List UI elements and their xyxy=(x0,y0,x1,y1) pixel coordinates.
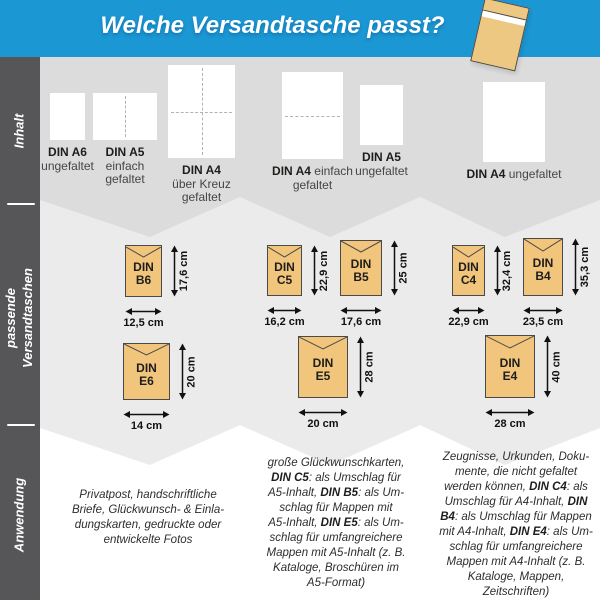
height-value: 22,9 cm xyxy=(318,250,330,291)
width-arrow xyxy=(485,405,535,416)
paper-din-a4-ber-kreuz-gefaltet xyxy=(168,65,235,158)
text-run: : als Umschlag für Mappen xyxy=(454,511,592,523)
text-line xyxy=(320,151,443,165)
text-line xyxy=(60,518,236,533)
width-arrow-glyph xyxy=(125,306,162,317)
bold-text-run: DIN A4 xyxy=(182,163,221,177)
sidebar-divider-dash xyxy=(7,424,35,426)
height-label xyxy=(396,240,412,296)
text-run: werden können, xyxy=(444,481,530,493)
envelope-name-line: DIN xyxy=(532,256,554,270)
bold-text-run: DIN xyxy=(567,496,588,508)
sidebar-label-line: Versandtaschen xyxy=(20,268,35,368)
application-text-3 xyxy=(428,450,600,600)
bold-text-run: DIN E5 xyxy=(320,517,358,529)
text-run: : als Um- xyxy=(357,517,404,529)
envelope-name xyxy=(533,257,554,283)
envelope-name-line: DIN xyxy=(312,356,334,370)
text-line xyxy=(60,503,236,518)
height-label xyxy=(549,335,565,398)
width-arrow xyxy=(267,303,302,314)
envelope-name-line: DIN xyxy=(136,360,157,375)
paper-din-a5-ungefaltet xyxy=(360,85,403,145)
text-line xyxy=(428,495,600,510)
fold-line-vertical xyxy=(125,96,126,137)
envelope-name-line: B4 xyxy=(535,269,551,283)
width-label: 20 cm xyxy=(307,418,339,430)
bold-text-run: DIN A4 xyxy=(272,164,311,178)
text-line xyxy=(260,486,412,501)
bold-text-run: DIN A4 xyxy=(466,167,506,181)
width-arrow-glyph xyxy=(523,305,563,316)
text-run: A5-Inhalt, xyxy=(267,487,321,499)
text-run: einfach xyxy=(105,158,145,173)
envelope-name-line: DIN xyxy=(499,355,521,370)
paper-din-a6-ungefaltet xyxy=(50,93,85,140)
text-run: Umschlag für A4-Inhalt, xyxy=(444,496,568,508)
text-run: über Kreuz xyxy=(172,176,231,191)
envelope-name-line: C4 xyxy=(460,272,477,287)
width-arrow-glyph xyxy=(485,407,535,418)
height-label xyxy=(577,238,593,296)
text-run: große Glückwunschkarten, xyxy=(267,457,405,469)
text-line xyxy=(428,585,600,600)
bold-text-run: DIN A5 xyxy=(362,150,401,164)
text-run: Kataloge, Broschüren im xyxy=(273,562,399,574)
bold-text-run: DIN A5 xyxy=(105,145,145,159)
envelope-name xyxy=(313,357,334,383)
width-arrow xyxy=(123,407,170,418)
width-label: 14 cm xyxy=(130,420,163,432)
height-value: 28 cm xyxy=(364,351,377,383)
envelope-din-e5 xyxy=(298,336,348,398)
envelope-din-e4 xyxy=(485,335,535,398)
text-line xyxy=(428,540,600,555)
fold-line-horizontal xyxy=(285,116,340,117)
text-run: mente, die nicht gefaltet xyxy=(454,466,578,478)
text-run: Zeugnisse, Urkunden, Doku- xyxy=(442,451,590,463)
text-line xyxy=(320,165,443,179)
width-arrow-glyph xyxy=(298,407,348,418)
text-line xyxy=(260,531,412,546)
height-value: 35,3 cm xyxy=(579,246,591,288)
text-line xyxy=(428,450,600,465)
sidebar-section-label xyxy=(12,114,29,149)
bold-text-run: DIN B5 xyxy=(320,487,359,499)
text-run: : als Um- xyxy=(546,526,593,538)
text-line xyxy=(428,510,600,525)
sidebar-label-line: Anwendung xyxy=(11,477,27,553)
text-run: Mappen mit A5-Inhalt (z. B. xyxy=(266,547,406,559)
text-run: : als Um- xyxy=(358,487,405,499)
text-run: Mappen mit A4-Inhalt (z. B. xyxy=(446,556,586,568)
envelope-name-line: B5 xyxy=(353,270,369,284)
text-run: Zeitschriften) xyxy=(482,586,550,598)
paper-din-a4-einfach-gefaltet xyxy=(282,72,343,159)
text-run: ungefaltet xyxy=(355,163,408,178)
text-run: A5-Inhalt, xyxy=(268,517,321,529)
text-run: ungefaltet xyxy=(41,158,94,173)
bold-text-run: B4 xyxy=(440,511,455,523)
paper-din-a4-ungefaltet xyxy=(483,82,545,162)
envelope-din-b4 xyxy=(523,238,563,296)
text-run: Kataloge, Mappen, xyxy=(467,571,565,583)
envelope-name-line: E5 xyxy=(315,369,331,383)
envelope-name xyxy=(500,357,521,383)
text-line xyxy=(60,533,236,548)
bold-text-run: DIN E4 xyxy=(509,526,547,538)
width-arrow xyxy=(452,303,485,314)
text-run: Privatpost, handschriftliche xyxy=(79,489,217,501)
width-label: 28 cm xyxy=(494,418,526,430)
text-line xyxy=(443,168,585,182)
envelope-din-b5 xyxy=(340,240,382,296)
text-line xyxy=(428,525,600,540)
text-line xyxy=(260,471,412,486)
bold-text-run: DIN C5 xyxy=(271,472,309,484)
envelope-name-line: DIN xyxy=(458,259,479,274)
width-arrow xyxy=(340,303,382,314)
envelope-name-line: E4 xyxy=(502,368,518,383)
text-run: : als xyxy=(566,481,588,493)
text-line xyxy=(260,516,412,531)
height-value: 17,6 cm xyxy=(178,250,190,292)
text-run: A5-Format) xyxy=(306,577,366,589)
text-line xyxy=(260,456,412,471)
envelope-name xyxy=(133,261,154,287)
height-value: 32,4 cm xyxy=(501,250,513,291)
height-label xyxy=(176,245,192,297)
width-label: 16,2 cm xyxy=(264,316,305,328)
text-line xyxy=(260,561,412,576)
envelope-name-line: E6 xyxy=(139,373,154,388)
envelope-name-line: C5 xyxy=(276,272,293,287)
sidebar-label-line: Inhalt xyxy=(11,113,27,149)
height-value: 25 cm xyxy=(398,252,411,284)
application-text-1 xyxy=(60,488,236,548)
sidebar-section-label xyxy=(3,268,37,368)
bold-text-run: DIN A6 xyxy=(48,145,87,159)
width-arrow xyxy=(523,303,563,314)
fold-line-horizontal xyxy=(171,112,232,113)
envelope-name-line: B6 xyxy=(135,273,152,287)
envelope-din-c4 xyxy=(452,245,485,296)
text-run: schlag für umfangreichere xyxy=(269,532,403,544)
envelope-name-line: DIN xyxy=(350,257,372,271)
width-arrow-glyph xyxy=(452,305,485,316)
width-label: 17,6 cm xyxy=(340,316,382,328)
height-value: 20 cm xyxy=(186,355,199,388)
width-arrow-glyph xyxy=(340,305,382,316)
height-label xyxy=(362,336,378,398)
paper-label xyxy=(443,168,585,182)
sidebar-divider-dash xyxy=(7,203,35,205)
height-value: 40 cm xyxy=(551,350,564,383)
envelope-icon-pocket xyxy=(471,16,524,70)
text-line xyxy=(260,576,412,591)
envelope-flap xyxy=(486,336,534,355)
width-arrow xyxy=(298,405,348,416)
text-line xyxy=(260,546,412,561)
text-run: ungefaltet xyxy=(505,167,562,181)
text-line xyxy=(128,191,275,205)
text-run: mit A4-Inhalt, xyxy=(439,526,510,538)
sidebar-section-label xyxy=(12,478,29,552)
envelope-name xyxy=(351,258,372,284)
page-title: Welche Versandtasche passt? xyxy=(100,12,445,39)
text-run: gefaltet xyxy=(105,172,145,186)
width-label: 12,5 cm xyxy=(123,317,164,329)
height-label xyxy=(316,245,332,296)
text-run: schlag für Mappen mit xyxy=(279,502,393,514)
width-arrow xyxy=(125,304,162,315)
envelope-name-line: DIN xyxy=(133,260,154,274)
text-run: entwickelte Fotos xyxy=(103,534,193,546)
text-run: gefaltet xyxy=(181,190,222,204)
text-run: schlag für umfangreichere xyxy=(449,541,583,553)
text-run: gefaltet xyxy=(292,177,333,192)
text-line xyxy=(428,570,600,585)
width-label: 22,9 cm xyxy=(448,316,489,328)
envelope-flap xyxy=(299,337,347,356)
text-run: einfach xyxy=(310,164,353,178)
envelope-name-line: DIN xyxy=(274,259,295,274)
application-text-2 xyxy=(260,456,412,591)
text-line xyxy=(260,501,412,516)
text-line xyxy=(428,480,600,495)
width-arrow-glyph xyxy=(123,409,170,420)
text-run: dungskarten, gedruckte oder xyxy=(74,519,222,531)
envelope-din-e6 xyxy=(123,343,170,400)
height-label xyxy=(499,245,515,296)
text-run: : als Umschlag für xyxy=(308,472,401,484)
envelope-din-b6 xyxy=(125,245,162,297)
envelope-name xyxy=(458,261,479,287)
width-arrow-glyph xyxy=(267,305,302,316)
envelope-din-c5 xyxy=(267,245,302,296)
paper-label xyxy=(320,151,443,178)
envelope-flap xyxy=(124,344,169,362)
width-label: 23,5 cm xyxy=(522,316,564,328)
height-label xyxy=(184,343,200,400)
sidebar-label-line: passende xyxy=(3,288,19,348)
envelope-name xyxy=(136,362,157,388)
text-line xyxy=(242,179,383,193)
text-line xyxy=(60,488,236,503)
envelope-name xyxy=(274,261,295,287)
text-line xyxy=(428,555,600,570)
text-run: Briefe, Glückwunsch- & Einla- xyxy=(71,504,225,516)
text-line xyxy=(428,465,600,480)
bold-text-run: DIN C4 xyxy=(529,481,567,493)
paper-din-a5-einfach-gefaltet xyxy=(93,93,157,140)
